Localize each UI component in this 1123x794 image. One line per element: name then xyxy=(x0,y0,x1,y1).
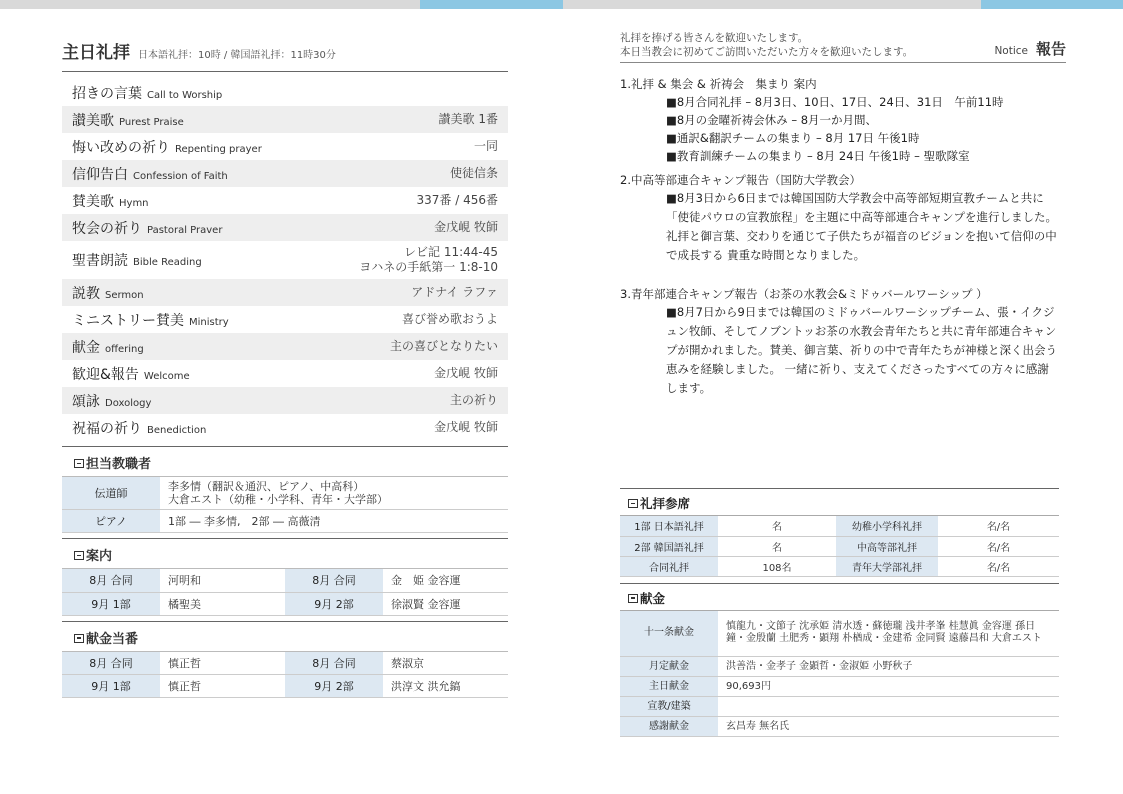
offering-label: 月定献金 xyxy=(620,657,718,677)
order-title: 讃美歌 xyxy=(72,112,114,129)
order-title: 献金 xyxy=(72,339,100,356)
left-page xyxy=(62,38,508,698)
guide-value: 徐淑賢 金容運 xyxy=(383,592,508,615)
top-bar-right-accent xyxy=(981,0,1123,9)
attendance-title: 礼拝参席 xyxy=(640,496,691,511)
notice-heading xyxy=(994,38,1066,59)
order-row xyxy=(62,279,508,306)
attendance-value: 名/名 xyxy=(938,536,1059,556)
order-row xyxy=(62,187,508,214)
box-bullet-icon xyxy=(74,634,84,643)
duty-value: 蔡淑京 xyxy=(383,652,508,675)
table-row xyxy=(620,611,1059,657)
offering-duty-title: 献金当番 xyxy=(86,631,139,647)
offerings-table xyxy=(620,611,1059,738)
order-title: 説教 xyxy=(72,285,100,302)
welcome-line: 礼拝を捧げる皆さんを歓迎いたします。 xyxy=(620,32,809,44)
guide-table xyxy=(62,569,508,616)
offering-value xyxy=(718,697,1059,717)
order-title-en: Welcome xyxy=(143,370,190,382)
offerings-section-title xyxy=(620,583,1059,611)
offering-label: 主日献金 xyxy=(620,677,718,697)
box-bullet-icon xyxy=(628,499,638,508)
order-title: 悔い改めの祈り xyxy=(72,139,170,156)
attendance-label: 中高等部礼拝 xyxy=(836,536,938,556)
table-row xyxy=(620,556,1059,576)
order-title-en: Doxology xyxy=(105,397,152,409)
piano-label: ピアノ xyxy=(62,510,160,533)
order-title: 歓迎&報告 xyxy=(72,366,139,383)
worship-title: 主日礼拝 xyxy=(62,43,130,63)
staff-title: 担当教職者 xyxy=(86,457,152,472)
table-row xyxy=(62,477,508,510)
table-row xyxy=(620,516,1059,536)
notice-line: ■8月合同礼拝 – 8月3日、10日、17日、24日、31日 午前11時 xyxy=(666,95,1004,109)
guide-value: 河明和 xyxy=(160,569,285,592)
table-row xyxy=(62,652,508,675)
notice-title: 2.中高等部連合キャンプ報告（国防大学教会） xyxy=(620,173,861,187)
guide-title: 案内 xyxy=(86,549,113,564)
order-value: 主の喜びとなりたい xyxy=(389,339,498,353)
offering-value: 90,693円 xyxy=(718,677,1059,697)
attendance-section-title xyxy=(620,488,1059,516)
duty-value: 慎正哲 xyxy=(160,675,285,698)
duty-label: 9月 2部 xyxy=(285,675,383,698)
welcome-header xyxy=(620,31,1066,63)
order-value xyxy=(359,245,498,275)
offering-label: 宣教/建築 xyxy=(620,697,718,717)
attendance-label: 1部 日本語礼拝 xyxy=(620,516,718,536)
attendance-table xyxy=(620,516,1059,577)
order-title-en: Pastoral Praver xyxy=(147,224,223,236)
order-of-service xyxy=(62,79,508,441)
guide-label: 9月 2部 xyxy=(285,592,383,615)
guide-value: 橘聖美 xyxy=(160,592,285,615)
order-row xyxy=(62,79,508,106)
notice-body: ■8月3日から6日までは韓国国防大学教会中高等部短期宣教チームと共に「使徒パウロの宣教旅程」を主題に中高等部連合キャンプを進行しました。礼拝と御言葉、交わりを通じて子供たちが福音のビジョンを抱いて信仰の中で成長する 貴重な時間となりました。 xyxy=(666,191,1057,262)
table-row xyxy=(62,510,508,533)
attendance-value: 名 xyxy=(718,536,836,556)
welcome-text xyxy=(620,31,913,59)
guide-label: 8月 合同 xyxy=(62,569,160,592)
offering-label: 感謝献金 xyxy=(620,717,718,737)
order-row xyxy=(62,160,508,187)
order-row xyxy=(62,333,508,360)
order-row xyxy=(62,414,508,441)
attendance-offering-area xyxy=(620,488,1059,737)
order-value: 337番 / 456番 xyxy=(416,193,498,207)
order-title-en: offering xyxy=(105,343,144,355)
order-value: 金戊峴 牧師 xyxy=(434,420,498,434)
notices xyxy=(620,75,1066,398)
order-title: 頌詠 xyxy=(72,393,100,410)
attendance-value: 名/名 xyxy=(938,556,1059,576)
order-row xyxy=(62,106,508,133)
box-bullet-icon xyxy=(74,459,84,468)
notice-item xyxy=(620,75,1066,165)
guide-section-title xyxy=(62,538,508,569)
notice-title: 1.礼拝 & 集会 & 祈祷会 集まり 案内 xyxy=(620,77,817,91)
notice-en: Notice xyxy=(994,45,1028,57)
table-row xyxy=(620,536,1059,556)
staff-table xyxy=(62,477,508,533)
order-value: 喜び誉め歌おうよ xyxy=(401,312,498,326)
offering-value: 玄昌寿 無名氏 xyxy=(718,717,1059,737)
bible-reading-1: レビ記 11:44-45 xyxy=(404,245,498,259)
order-value: 一同 xyxy=(473,139,498,153)
order-value: 金戊峴 牧師 xyxy=(434,366,498,380)
duty-value: 慎正哲 xyxy=(160,652,285,675)
attendance-value: 108名 xyxy=(718,556,836,576)
table-row xyxy=(62,592,508,615)
order-title-en: Benediction xyxy=(147,424,207,436)
worship-header xyxy=(62,38,508,72)
order-title-en: Purest Praise xyxy=(119,116,184,128)
order-row xyxy=(62,387,508,414)
order-row xyxy=(62,360,508,387)
attendance-label: 合同礼拝 xyxy=(620,556,718,576)
evangelist-label: 伝道師 xyxy=(62,477,160,510)
order-row xyxy=(62,241,508,279)
top-bar-left-accent xyxy=(420,0,563,9)
evangelist-value xyxy=(160,477,508,510)
order-title: 祝福の祈り xyxy=(72,420,142,437)
order-title-en: Confession of Faith xyxy=(133,170,228,182)
duty-label: 9月 1部 xyxy=(62,675,160,698)
order-title-en: Bible Reading xyxy=(133,257,202,268)
table-row xyxy=(62,569,508,592)
attendance-label: 青年大学部礼拝 xyxy=(836,556,938,576)
notice-line: ■教育訓練チームの集まり – 8月 24日 午後1時 – 聖歌隊室 xyxy=(666,149,970,163)
bible-reading-2: ヨハネの手紙第一 1:8-10 xyxy=(359,260,498,274)
top-bar-left xyxy=(0,0,420,9)
piano-value: 1部 ― 李多情, 2部 ― 高薇清 xyxy=(160,510,508,533)
notice-jp: 報告 xyxy=(1035,40,1066,58)
order-value: 金戊峴 牧師 xyxy=(434,220,498,234)
box-bullet-icon xyxy=(628,594,638,603)
notice-line: ■8月の金曜祈祷会休み – 8月一か月間、 xyxy=(666,113,878,127)
duty-label: 8月 合同 xyxy=(62,652,160,675)
worship-times: 日本語礼拝：10時 / 韓国語礼拝：11時30分 xyxy=(138,50,336,61)
offering-value: 洪善浩・金孝子 金顕哲・金淑姫 小野秋子 xyxy=(718,657,1059,677)
attendance-value: 名 xyxy=(718,516,836,536)
order-title-en: Hymn xyxy=(119,197,149,209)
table-row xyxy=(62,675,508,698)
order-row xyxy=(62,306,508,333)
notice-body: ■8月7日から9日までは韓国のミドゥバールワーシップチーム、張・イクジュン牧師、そしてノブントッお茶の水教会青年たちと共に青年部連合キャンプが開かれました。賛美、御言葉、祈りの中で青年たちが神様と深く出会う恵みを経験しました。 一緒に祈り、支えてくださったすべての方々に感謝します。 xyxy=(666,305,1057,395)
notice-item xyxy=(620,285,1066,398)
order-title: ミニストリー賛美 xyxy=(72,312,184,329)
guide-label: 8月 合同 xyxy=(285,569,383,592)
order-row xyxy=(62,133,508,160)
notice-title: 3.青年部連合キャンプ報告（お茶の水教会&ミドゥバールワーシップ ） xyxy=(620,287,988,301)
table-row xyxy=(620,677,1059,697)
table-row xyxy=(620,657,1059,677)
order-value: 主の祈り xyxy=(449,393,498,407)
offerings-title: 献金 xyxy=(640,590,666,606)
order-title: 聖書朗読 xyxy=(72,253,128,269)
order-value: 使徒信条 xyxy=(449,166,498,180)
order-title: 牧会の祈り xyxy=(72,220,142,237)
guide-label: 9月 1部 xyxy=(62,592,160,615)
notice-line: ■通訳&翻訳チームの集まり – 8月 17日 午後1時 xyxy=(666,131,920,145)
offering-duty-table xyxy=(62,652,508,699)
order-title: 賛美歌 xyxy=(72,193,114,210)
order-title: 信仰告白 xyxy=(72,166,128,183)
order-title-en: Ministry xyxy=(189,316,229,328)
offering-duty-section-title xyxy=(62,621,508,652)
order-title-en: Call to Worship xyxy=(147,89,223,101)
order-row xyxy=(62,214,508,241)
order-value: アドナイ ラファ xyxy=(411,285,498,299)
duty-label: 8月 合同 xyxy=(285,652,383,675)
order-title: 招きの言葉 xyxy=(72,85,142,102)
table-row xyxy=(620,717,1059,737)
order-value: 讃美歌 1番 xyxy=(438,112,498,126)
offering-value: 慎龍九・文節子 沈承姫 清水透・蘇徳瓏 浅井孝峯 桂慧眞 金容運 孫日鐘・金殷蘭 土肥秀・顕翔 朴楢成・金建希 金同賢 遠藤昌和 大倉エスト xyxy=(718,611,1059,657)
attendance-value: 名/名 xyxy=(938,516,1059,536)
guide-value: 金 姫 金容運 xyxy=(383,569,508,592)
right-page xyxy=(620,31,1066,404)
box-bullet-icon xyxy=(74,551,84,560)
duty-value: 洪淳文 洪允鎬 xyxy=(383,675,508,698)
welcome-line: 本日当教会に初めてご訪問いただいた方々を歓迎いたします。 xyxy=(620,46,914,58)
order-title-en: Repenting prayer xyxy=(175,143,262,155)
notice-item xyxy=(620,171,1066,265)
top-bar-right xyxy=(563,0,981,9)
attendance-label: 幼稚小学科礼拝 xyxy=(836,516,938,536)
evangelist-line: 李多情（翻訳＆通沢、ピアノ、中高科） xyxy=(168,480,365,493)
attendance-label: 2部 韓国語礼拝 xyxy=(620,536,718,556)
order-title-en: Sermon xyxy=(105,289,144,301)
offering-label: 十一条献金 xyxy=(620,611,718,657)
table-row xyxy=(620,697,1059,717)
evangelist-line: 大倉エスト（幼稚・小学科、青年・大学部） xyxy=(168,493,388,506)
staff-section-title xyxy=(62,446,508,477)
